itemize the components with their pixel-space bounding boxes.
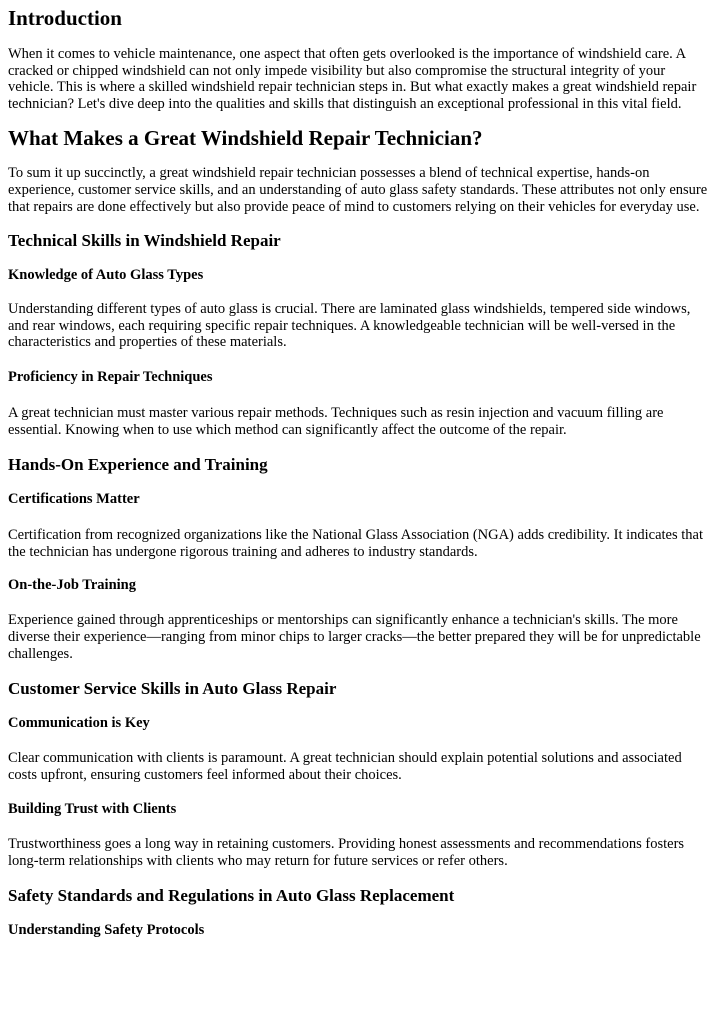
handson-heading: Hands-On Experience and Training [8, 455, 268, 475]
glass-types-heading: Knowledge of Auto Glass Types [8, 267, 204, 284]
communication-paragraph: Clear communication with clients is paramount. A great technician should explain potential solutions and associated costs upfront, ensuring customers feel informed about their choices. [8, 750, 682, 783]
ojt-heading: On-the-Job Training [8, 577, 136, 594]
safety-protocols-heading: Understanding Safety Protocols [8, 922, 205, 939]
main-heading: What Makes a Great Windshield Repair Technician? [8, 126, 483, 151]
techniques-paragraph: A great technician must master various repair methods. Techniques such as resin injection and vacuum filling are essential. Knowing when to use which method can significantly affect the outcome of the repair. [8, 404, 664, 438]
technical-heading: Technical Skills in Windshield Repair [8, 231, 281, 251]
trust-paragraph: Trustworthiness goes a long way in retaining customers. Providing honest assessments and recommendations fosters long-term relationships with clients who may return for future services or refer others. [8, 836, 685, 869]
main-paragraph: To sum it up succinctly, a great windshield repair technician possesses a blend of technical expertise, hands-on experience, customer service skills, and an understanding of auto glass safety standards. These attributes not only ensure that repairs are done effectively but also provide peace of mind to customers relying on their vehicles for everyday use. [8, 165, 708, 215]
glass-types-paragraph: Understanding different types of auto glass is crucial. There are laminated glass windshields, tempered side windows, and rear windows, each requiring specific repair techniques. A knowledgeable technician will be well-versed in the characteristics and properties of these materials. [8, 301, 691, 351]
certifications-heading: Certifications Matter [8, 491, 140, 508]
customer-heading: Customer Service Skills in Auto Glass Repair [8, 679, 337, 699]
intro-paragraph: When it comes to vehicle maintenance, one aspect that often gets overlooked is the importance of windshield care. A cracked or chipped windshield can not only impede visibility but also compromise the structural integrity of your vehicle. This is where a skilled windshield repair technician steps in. But what exactly makes a great windshield repair technician? Let's dive deep into the qualities and skills that distinguish an exceptional professional in this vital field. [8, 46, 697, 112]
safety-heading: Safety Standards and Regulations in Auto Glass Replacement [8, 886, 455, 906]
trust-heading: Building Trust with Clients [8, 801, 177, 818]
communication-heading: Communication is Key [8, 715, 150, 732]
intro-heading: Introduction [8, 6, 122, 30]
techniques-heading: Proficiency in Repair Techniques [8, 368, 213, 385]
ojt-paragraph: Experience gained through apprenticeships or mentorships can significantly enhance a technician's skills. The more diverse their experience—ranging from minor chips to larger cracks—the better prepared they will be for unpredictable challenges. [8, 612, 701, 662]
certifications-paragraph: Certification from recognized organizations like the National Glass Association (NGA) adds credibility. It indicates that the technician has undergone rigorous training and adheres to industry standards. [8, 527, 704, 560]
